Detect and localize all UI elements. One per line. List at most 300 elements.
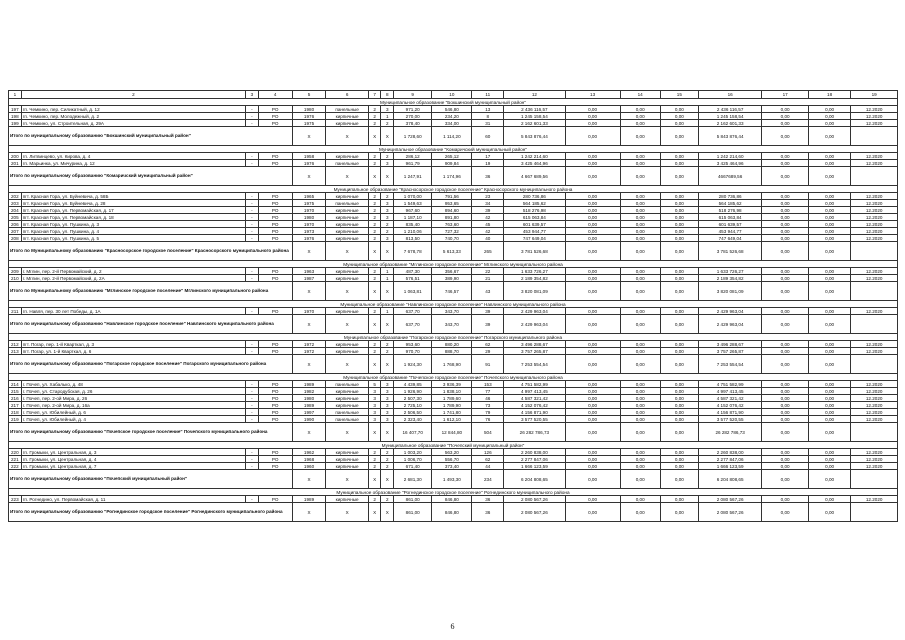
table-cell: 2 — [368, 113, 381, 120]
table-cell: 727,32 — [432, 228, 472, 235]
table-cell: 12.2020 — [851, 388, 898, 395]
table-cell: 1962 — [292, 449, 326, 456]
table-cell: 0,00 — [808, 416, 850, 423]
total-cell: 39 — [472, 315, 504, 334]
table-cell: 12.2020 — [851, 409, 898, 416]
total-cell: 504 — [472, 423, 504, 442]
table-cell: 0,00 — [565, 275, 620, 282]
table-cell: - — [246, 402, 259, 409]
table-cell: 73 — [472, 402, 504, 409]
table-cell: 1958 — [292, 153, 326, 160]
table-cell: 1 — [381, 268, 394, 275]
total-cell: 0,00 — [660, 242, 698, 261]
table-cell: 0,00 — [762, 341, 809, 348]
table-cell: 1990 — [292, 416, 326, 423]
total-cell: 0,00 — [762, 242, 809, 261]
table-cell: 891,80 — [432, 214, 472, 221]
table-cell: 4 156 871,90 — [698, 409, 761, 416]
table-cell: 3 — [368, 395, 381, 402]
total-label: Итого по муниципальному образованию "Рогнединское городское поселение" Рогнединского муниципального района — [9, 503, 293, 522]
table-cell: 1997 — [292, 409, 326, 416]
table-cell: - — [246, 193, 259, 200]
table-cell: 1976 — [292, 160, 326, 167]
table-row — [9, 275, 898, 282]
table-cell: РО — [258, 341, 292, 348]
table-cell: 29 — [472, 348, 504, 355]
table-cell: 12.2020 — [851, 463, 898, 470]
table-row — [9, 456, 898, 463]
table-cell: 2 189 354,82 — [698, 275, 761, 282]
table-cell: 0,00 — [808, 268, 850, 275]
address-cell: г. Мглин, пер. 2-й Первомайский, д. 2А — [21, 275, 245, 282]
total-cell: X — [292, 315, 326, 334]
table-cell: - — [246, 388, 259, 395]
address-cell: пгт. Красная Гора, ул. Буйневича, д. 58Б — [21, 193, 245, 200]
section-header-row — [9, 186, 898, 193]
table-cell: 601 639,57 — [504, 221, 565, 228]
table-cell: панельные — [326, 200, 368, 207]
table-cell: 1982 — [292, 388, 326, 395]
table-cell: 3 — [381, 409, 394, 416]
table-row — [9, 409, 898, 416]
total-label: Итого по муниципальному образованию "Навлинское городское поселение" Навлинского муниципального района — [9, 315, 293, 334]
table-cell: 2 — [381, 228, 394, 235]
column-header: 8 — [381, 91, 394, 99]
total-cell: X — [326, 470, 368, 489]
table-cell: 12.2020 — [851, 381, 898, 388]
table-cell: 0,00 — [620, 381, 660, 388]
table-cell: 4 439,85 — [394, 381, 432, 388]
total-row — [9, 315, 898, 334]
address-cell: пгт. Красная Гора, ул. Пушкина, д. 5 — [21, 235, 245, 242]
table-cell: - — [246, 496, 259, 503]
table-cell: 1 242 214,60 — [504, 153, 565, 160]
table-cell: РО — [258, 160, 292, 167]
table-cell: 0,00 — [808, 106, 850, 113]
total-cell: 0,00 — [620, 315, 660, 334]
table-cell: 953,65 — [432, 200, 472, 207]
section-title: Муниципальное образование "Навлинское городское поселение" Навлинского муниципального района — [9, 301, 898, 308]
table-cell: 205 — [9, 214, 22, 221]
table-cell: 2 436 116,57 — [698, 106, 761, 113]
total-cell: 846,80 — [432, 503, 472, 522]
table-cell: 0,00 — [620, 228, 660, 235]
total-row — [9, 423, 898, 442]
address-cell: гп. Громыки, ул. Центральная, д. 4 — [21, 456, 245, 463]
table-cell: 2 — [368, 348, 381, 355]
table-cell: 0,00 — [565, 456, 620, 463]
column-header: 10 — [432, 91, 472, 99]
table-cell: 3 — [368, 409, 381, 416]
table-cell: 4 152 076,42 — [504, 402, 565, 409]
table-cell: 0,00 — [762, 113, 809, 120]
table-cell: 2 277 847,06 — [504, 456, 565, 463]
address-cell: гп. Рогнедино, ул. Первомайская, д. 11 — [21, 496, 245, 503]
table-cell: 2 — [381, 456, 394, 463]
table-cell: 747 649,04 — [504, 235, 565, 242]
table-cell: РО — [258, 456, 292, 463]
table-cell: 12.2020 — [851, 120, 898, 127]
table-cell: 199 — [9, 120, 22, 127]
total-cell: 0,00 — [565, 282, 620, 301]
total-cell: 0,00 — [808, 242, 850, 261]
table-cell: 671,40 — [394, 463, 432, 470]
table-cell: 1976 — [292, 113, 326, 120]
table-cell: кирпичные — [326, 449, 368, 456]
section-title: Муниципальное образование "Бокшинский муниципальный район" — [9, 99, 898, 106]
table-cell: кирпичные — [326, 268, 368, 275]
table-cell: 0,00 — [660, 456, 698, 463]
total-cell: X — [326, 167, 368, 186]
table-cell: 953,60 — [394, 341, 432, 348]
table-cell: 2 080 567,26 — [504, 496, 565, 503]
table-cell: 2 — [368, 268, 381, 275]
total-cell: 36 — [472, 503, 504, 522]
table-cell: РО — [258, 228, 292, 235]
table-cell: 215 — [9, 388, 22, 395]
table-cell: 3 — [381, 381, 394, 388]
total-cell: X — [368, 503, 381, 522]
table-cell: 212 — [9, 341, 22, 348]
total-cell: 1 924,30 — [394, 355, 432, 374]
table-cell: 0,00 — [620, 409, 660, 416]
table-cell: 1 633 726,27 — [698, 268, 761, 275]
table-cell: 0,00 — [620, 456, 660, 463]
total-cell-empty — [851, 167, 898, 186]
table-cell: 0,00 — [565, 388, 620, 395]
total-cell: X — [326, 242, 368, 261]
table-cell: 2 — [368, 496, 381, 503]
total-cell: 0,00 — [660, 315, 698, 334]
total-cell: X — [381, 470, 394, 489]
table-cell: 2 323,40 — [394, 416, 432, 423]
total-cell-empty — [851, 127, 898, 146]
table-cell: 207 — [9, 228, 22, 235]
total-cell: X — [381, 503, 394, 522]
total-cell: X — [381, 355, 394, 374]
column-header: 12 — [504, 91, 565, 99]
table-cell: кирпичные — [326, 348, 368, 355]
table-cell: 2 — [368, 463, 381, 470]
total-cell: 60 — [472, 127, 504, 146]
table-cell: 44 — [472, 463, 504, 470]
table-cell: 0,00 — [808, 388, 850, 395]
table-cell: 2 162 601,33 — [504, 120, 565, 127]
total-cell: 5 843 876,44 — [698, 127, 761, 146]
table-cell: 1 789,90 — [432, 402, 472, 409]
table-cell: 0,00 — [565, 160, 620, 167]
total-cell: 43 — [472, 282, 504, 301]
table-cell: 1980 — [292, 395, 326, 402]
table-cell: 0,00 — [660, 235, 698, 242]
address-cell: пгт. Погар, пер. 1-й Кварткал, д. 3 — [21, 341, 245, 348]
total-cell: X — [292, 423, 326, 442]
table-cell: 0,00 — [762, 160, 809, 167]
table-cell: 487,30 — [394, 268, 432, 275]
table-cell: 0,00 — [808, 193, 850, 200]
table-cell: 1 789,60 — [432, 395, 472, 402]
table-cell: 453 944,77 — [504, 228, 565, 235]
table-cell: 0,00 — [565, 308, 620, 315]
table-cell: 0,00 — [660, 160, 698, 167]
table-cell: 36 — [472, 496, 504, 503]
table-cell: 0,00 — [762, 381, 809, 388]
table-cell: 2 — [368, 160, 381, 167]
table-cell: 0,00 — [660, 348, 698, 355]
table-cell: 2 — [368, 456, 381, 463]
table-cell: 0,00 — [808, 496, 850, 503]
total-cell: 5 613,33 — [432, 242, 472, 261]
table-cell: 1 245 158,54 — [504, 113, 565, 120]
table-cell: панельные — [326, 409, 368, 416]
table-cell: 1 210,06 — [394, 228, 432, 235]
table-cell: 1 926,90 — [394, 388, 432, 395]
table-cell: 31 — [472, 120, 504, 127]
table-cell: 0,00 — [660, 193, 698, 200]
table-cell: 0,00 — [620, 402, 660, 409]
table-cell: 126 — [472, 449, 504, 456]
table-cell: - — [246, 416, 259, 423]
table-cell: 2 — [368, 449, 381, 456]
address-cell: гп. Громыки, ул. Центральная, д. 3 — [21, 449, 245, 456]
table-cell: кирпичные — [326, 120, 368, 127]
table-cell: 747 649,04 — [698, 235, 761, 242]
table-cell: 1 666 123,59 — [698, 463, 761, 470]
table-cell: 12.2020 — [851, 402, 898, 409]
total-cell: X — [381, 242, 394, 261]
address-cell: гп. Громыки, ул. Центральная, д. 7 — [21, 463, 245, 470]
table-cell: 1989 — [292, 496, 326, 503]
total-label: Итого по муниципальному образованию "Комаричский муниципальный район" — [9, 167, 293, 186]
table-cell: 389,90 — [432, 275, 472, 282]
total-cell: X — [368, 423, 381, 442]
table-cell: 76 — [472, 416, 504, 423]
table-cell: 1972 — [292, 348, 326, 355]
column-header: 9 — [394, 91, 432, 99]
total-row — [9, 503, 898, 522]
table-row — [9, 348, 898, 355]
total-cell-empty — [851, 503, 898, 522]
total-cell: 16 407,70 — [394, 423, 432, 442]
total-cell: 0,00 — [808, 355, 850, 374]
table-cell: 2 — [381, 153, 394, 160]
table-cell: 0,00 — [620, 120, 660, 127]
table-cell: 5 — [368, 381, 381, 388]
table-cell: - — [246, 228, 259, 235]
table-cell: кирпичные — [326, 463, 368, 470]
total-cell: 6 204 808,65 — [504, 470, 565, 489]
total-cell: X — [292, 282, 326, 301]
total-label: Итого по Муниципальному образованию "Красносорское городское поселение" Красносорского муниципального района — [9, 242, 293, 261]
table-cell: 1980 — [292, 214, 326, 221]
table-cell: 2 725,10 — [394, 402, 432, 409]
total-cell-empty — [851, 470, 898, 489]
table-cell: 961,79 — [394, 160, 432, 167]
table-cell: 1 003,20 — [394, 449, 432, 456]
table-cell: 0,00 — [565, 463, 620, 470]
total-cell: 0,00 — [620, 127, 660, 146]
table-cell: РО — [258, 308, 292, 315]
table-cell: 3 — [381, 160, 394, 167]
total-cell: X — [292, 355, 326, 374]
table-row — [9, 200, 898, 207]
table-cell: 0,00 — [762, 193, 809, 200]
table-cell: 2 — [368, 341, 381, 348]
table-row — [9, 235, 898, 242]
table-row — [9, 153, 898, 160]
table-cell: 0,00 — [808, 456, 850, 463]
total-cell: 0,00 — [565, 503, 620, 522]
total-cell: 26 282 786,73 — [698, 423, 761, 442]
total-cell: 2 080 567,26 — [698, 503, 761, 522]
total-cell: X — [381, 315, 394, 334]
total-cell: 0,00 — [620, 355, 660, 374]
table-cell: 0,00 — [565, 200, 620, 207]
table-cell: 1989 — [292, 402, 326, 409]
table-cell: 265,12 — [432, 153, 472, 160]
table-cell: 1989 — [292, 381, 326, 388]
table-cell: 0,00 — [620, 214, 660, 221]
address-cell: гп. Чемкино, пер. Силикатный, д. 12 — [21, 106, 245, 113]
total-cell: 2 681,30 — [394, 470, 432, 489]
table-cell: кирпичные — [326, 308, 368, 315]
column-header: 18 — [808, 91, 850, 99]
table-cell: 42 — [472, 228, 504, 235]
table-cell: 208 — [9, 235, 22, 242]
table-cell: 200 — [9, 153, 22, 160]
table-cell: 2 — [368, 200, 381, 207]
table-cell: 198 — [9, 113, 22, 120]
table-cell: 0,00 — [620, 388, 660, 395]
table-cell: 615 063,84 — [504, 214, 565, 221]
table-cell: 203 — [9, 200, 22, 207]
table-cell: 356,67 — [432, 268, 472, 275]
total-cell: 2 429 963,04 — [698, 315, 761, 334]
table-cell: 0,00 — [762, 348, 809, 355]
column-number-row — [9, 91, 898, 99]
total-cell: X — [368, 282, 381, 301]
total-cell: 0,00 — [565, 167, 620, 186]
table-cell: 1970 — [292, 207, 326, 214]
table-cell: 2 — [368, 120, 381, 127]
total-cell: 0,00 — [808, 315, 850, 334]
table-cell: 1970 — [292, 221, 326, 228]
total-cell: 637,70 — [394, 315, 432, 334]
table-cell: 12.2020 — [851, 416, 898, 423]
column-header: 15 — [660, 91, 698, 99]
table-cell: 2 — [381, 449, 394, 456]
table-cell: 3 — [368, 402, 381, 409]
address-cell: гп. Литвинцево, ул. Кирова, д. 4 — [21, 153, 245, 160]
table-row — [9, 120, 898, 127]
table-cell: 2 429 963,04 — [504, 308, 565, 315]
section-title: Муниципальное образование "Почепское городское поселение" Почепского муниципального района — [9, 374, 898, 381]
table-cell: 0,00 — [565, 416, 620, 423]
table-cell: РО — [258, 449, 292, 456]
total-cell: 0,00 — [808, 282, 850, 301]
table-cell: 234,20 — [432, 113, 472, 120]
total-cell: X — [368, 470, 381, 489]
table-cell: кирпичные — [326, 228, 368, 235]
table-cell: 0,00 — [808, 463, 850, 470]
table-cell: 0,00 — [660, 449, 698, 456]
table-cell: 0,00 — [660, 496, 698, 503]
table-cell: 564 185,62 — [698, 200, 761, 207]
table-cell: 0,00 — [620, 153, 660, 160]
table-cell: 0,00 — [620, 113, 660, 120]
table-cell: 0,00 — [762, 416, 809, 423]
table-cell: 12.2020 — [851, 113, 898, 120]
table-cell: 34 — [472, 200, 504, 207]
address-cell: г. Почеп, ул. Юбилейный, д. 6 — [21, 409, 245, 416]
table-cell: 0,00 — [565, 221, 620, 228]
table-cell: - — [246, 348, 259, 355]
total-cell: 0,00 — [762, 470, 809, 489]
section-title: Муниципальное образование "Красносорское городское поселение" Красносорского муниципального района — [9, 186, 898, 193]
table-cell: 0,00 — [620, 395, 660, 402]
table-cell: 0,00 — [762, 228, 809, 235]
table-cell: 2 506,50 — [394, 409, 432, 416]
table-row — [9, 308, 898, 315]
table-cell: РО — [258, 235, 292, 242]
table-cell: 12.2020 — [851, 221, 898, 228]
table-cell: 12.2020 — [851, 207, 898, 214]
address-cell: гп. Навля, пер. 30 лет Победы, д. 1А — [21, 308, 245, 315]
total-cell: 265 — [472, 242, 504, 261]
total-row — [9, 127, 898, 146]
table-cell: 0,00 — [620, 207, 660, 214]
table-cell: 813,50 — [394, 235, 432, 242]
table-cell: 1 — [381, 113, 394, 120]
total-cell: 12 844,80 — [432, 423, 472, 442]
table-cell: 0,00 — [660, 416, 698, 423]
table-cell: 2 260 838,00 — [504, 449, 565, 456]
table-row — [9, 496, 898, 503]
table-cell: РО — [258, 214, 292, 221]
table-cell: 0,00 — [565, 106, 620, 113]
table-cell: 601 639,57 — [698, 221, 761, 228]
table-cell: 3 425 464,96 — [504, 160, 565, 167]
table-cell: 835,40 — [394, 221, 432, 228]
table-cell: 0,00 — [762, 268, 809, 275]
table-cell: 909,84 — [432, 160, 472, 167]
total-row — [9, 167, 898, 186]
table-cell: - — [246, 153, 259, 160]
table-cell: кирпичные — [326, 275, 368, 282]
total-cell: 0,00 — [762, 282, 809, 301]
table-cell: РО — [258, 463, 292, 470]
total-cell: X — [292, 503, 326, 522]
total-cell: 1 768,90 — [432, 355, 472, 374]
address-cell: г. Почеп, ул. Хабалько, д. 48 — [21, 381, 245, 388]
table-cell: панельные — [326, 160, 368, 167]
table-cell: - — [246, 200, 259, 207]
table-cell: РО — [258, 395, 292, 402]
section-header-row — [9, 489, 898, 496]
table-cell: 0,00 — [660, 308, 698, 315]
table-cell: 204 — [9, 207, 22, 214]
table-cell: 967,60 — [394, 207, 432, 214]
section-title: Муниципальное образование "Комаричский муниципальный район" — [9, 146, 898, 153]
table-cell: 0,00 — [762, 200, 809, 207]
table-cell: 2 — [381, 120, 394, 127]
table-row — [9, 402, 898, 409]
column-header: 3 — [246, 91, 259, 99]
column-header: 1 — [9, 91, 22, 99]
total-cell: 0,00 — [762, 503, 809, 522]
table-cell: 1 245 158,54 — [698, 113, 761, 120]
table-cell: 0,00 — [565, 113, 620, 120]
